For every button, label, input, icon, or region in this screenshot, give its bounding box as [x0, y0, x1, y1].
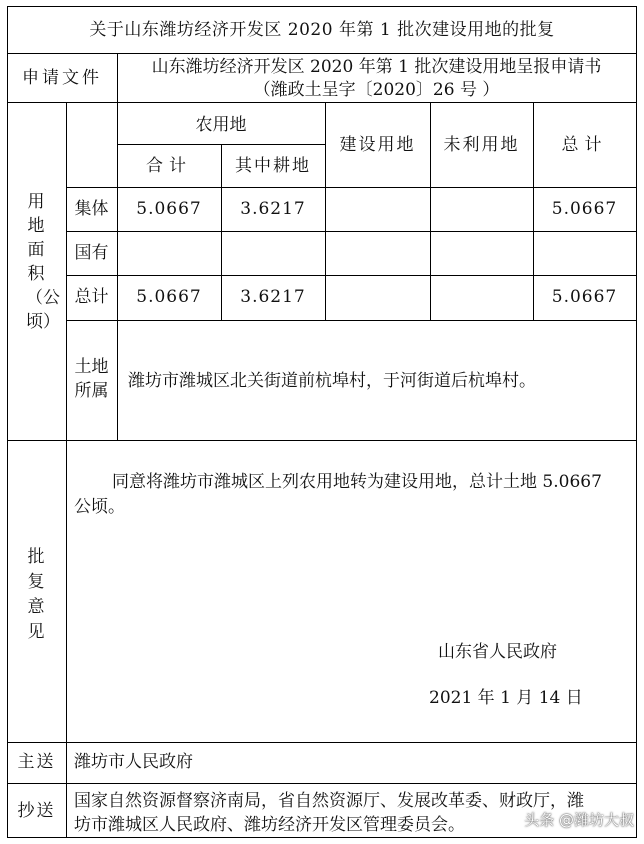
row-collective-label: 集体 — [74, 199, 109, 219]
watermark: 头条 @潍坊大叔 — [524, 811, 634, 829]
send-copy-line-1: 国家自然资源督察济南局，省自然资源厅、发展改革委、财政厅，潍 — [74, 791, 584, 811]
row-collective-farm-total: 5.0667 — [136, 199, 202, 219]
opinion-label: 批复意见 — [27, 547, 45, 642]
col-construction: 建设用地 — [339, 135, 416, 155]
col-farm: 农用地 — [195, 115, 247, 135]
row-collective-total: 5.0667 — [551, 199, 618, 219]
col-farm-arable: 其中耕地 — [235, 156, 311, 176]
col-farm-total: 合计 — [146, 156, 192, 176]
location-label: 土地所属 — [74, 357, 109, 401]
send-copy-line-2: 坊市潍城区人民政府、潍坊经济开发区管理委员会。 — [74, 815, 465, 835]
row-state-label: 国有 — [74, 243, 109, 263]
opinion-date: 2021 年 1 月 14 日 — [429, 688, 583, 708]
col-total: 总计 — [561, 135, 608, 155]
opinion-text-line-1: 同意将潍坊市潍城区上列农用地转为建设用地，总计土地 5.0667 — [112, 472, 602, 492]
location-value: 潍坊市潍城区北关街道前杭埠村，于河街道后杭埠村。 — [128, 371, 536, 391]
opinion-signer: 山东省人民政府 — [438, 642, 557, 662]
row-collective-arable: 3.6217 — [240, 199, 306, 219]
apply-line-1: 山东潍坊经济开发区 2020 年第 1 批次建设用地呈报申请书 — [151, 57, 602, 77]
apply-label: 申请文件 — [22, 68, 102, 88]
row-sum-farm-total: 5.0667 — [136, 287, 202, 307]
apply-line-2: （潍政土呈字〔2020〕26 号 ） — [253, 80, 500, 100]
col-unused: 未利用地 — [443, 135, 520, 155]
row-sum-arable: 3.6217 — [240, 287, 306, 307]
area-side-label: 用地面积（公顷） — [26, 192, 60, 332]
send-main-value: 潍坊市人民政府 — [74, 752, 193, 772]
send-main-label: 主送 — [17, 752, 56, 772]
row-sum-total: 5.0667 — [551, 287, 618, 307]
send-copy-label: 抄送 — [17, 801, 56, 821]
row-sum-label: 总计 — [74, 287, 109, 307]
opinion-text-line-2: 公顷。 — [74, 497, 125, 517]
document-title: 关于山东潍坊经济开发区 2020 年第 1 批次建设用地的批复 — [89, 20, 555, 40]
